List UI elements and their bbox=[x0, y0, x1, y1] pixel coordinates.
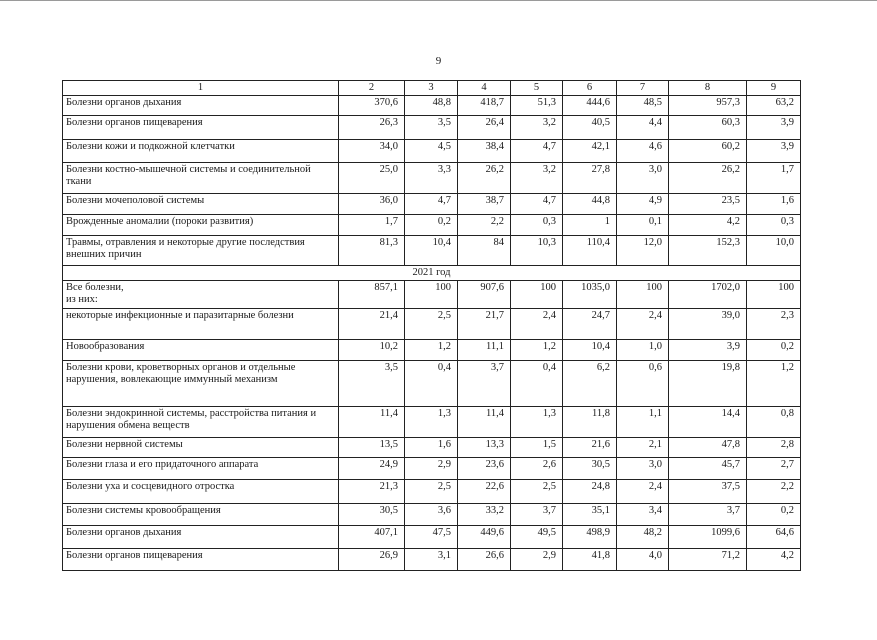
value-cell: 10,2 bbox=[339, 340, 405, 361]
value-cell: 3,9 bbox=[669, 340, 747, 361]
value-cell: 2,4 bbox=[617, 480, 669, 504]
column-number-cell: 9 bbox=[747, 81, 801, 96]
table-row bbox=[63, 407, 801, 438]
value-cell: 0,2 bbox=[405, 215, 458, 236]
value-cell: 2,3 bbox=[747, 309, 801, 340]
value-cell: 498,9 bbox=[563, 526, 617, 549]
value-cell: 24,7 bbox=[563, 309, 617, 340]
value-cell: 26,4 bbox=[458, 116, 511, 140]
column-number-cell: 2 bbox=[339, 81, 405, 96]
value-cell: 2,7 bbox=[747, 458, 801, 480]
value-cell: 449,6 bbox=[458, 526, 511, 549]
value-cell: 0,2 bbox=[747, 340, 801, 361]
value-cell: 1035,0 bbox=[563, 281, 617, 309]
value-cell: 2,5 bbox=[405, 309, 458, 340]
page-number: 9 bbox=[435, 55, 442, 67]
value-cell: 1,1 bbox=[617, 407, 669, 438]
value-cell: 110,4 bbox=[563, 236, 617, 266]
value-cell: 1,6 bbox=[405, 438, 458, 458]
value-cell: 26,3 bbox=[339, 116, 405, 140]
value-cell: 1,3 bbox=[405, 407, 458, 438]
value-cell: 3,7 bbox=[511, 504, 563, 526]
value-cell: 2,2 bbox=[458, 215, 511, 236]
value-cell: 11,4 bbox=[458, 407, 511, 438]
value-cell: 2,9 bbox=[511, 549, 563, 571]
column-number-cell: 8 bbox=[669, 81, 747, 96]
value-cell: 11,4 bbox=[339, 407, 405, 438]
value-cell: 12,0 bbox=[617, 236, 669, 266]
value-cell: 10,4 bbox=[405, 236, 458, 266]
value-cell: 2,9 bbox=[405, 458, 458, 480]
row-label: Болезни нервной системы bbox=[63, 438, 339, 458]
statistics-table bbox=[62, 80, 801, 571]
value-cell: 6,2 bbox=[563, 361, 617, 407]
value-cell: 21,6 bbox=[563, 438, 617, 458]
table-row bbox=[63, 361, 801, 407]
value-cell: 47,5 bbox=[405, 526, 458, 549]
value-cell: 13,3 bbox=[458, 438, 511, 458]
table-row bbox=[63, 116, 801, 140]
row-label: Все болезни, из них: bbox=[63, 281, 339, 309]
value-cell: 3,5 bbox=[405, 116, 458, 140]
row-label: Травмы, отравления и некоторые другие последствия внешних причин bbox=[63, 236, 339, 266]
value-cell: 1,2 bbox=[747, 361, 801, 407]
value-cell: 19,8 bbox=[669, 361, 747, 407]
value-cell: 3,7 bbox=[458, 361, 511, 407]
column-number-cell: 6 bbox=[563, 81, 617, 96]
value-cell: 10,0 bbox=[747, 236, 801, 266]
value-cell: 23,5 bbox=[669, 194, 747, 215]
value-cell: 41,8 bbox=[563, 549, 617, 571]
table-row bbox=[63, 438, 801, 458]
value-cell: 21,3 bbox=[339, 480, 405, 504]
value-cell: 63,2 bbox=[747, 96, 801, 116]
value-cell: 3,1 bbox=[405, 549, 458, 571]
value-cell: 4,7 bbox=[511, 194, 563, 215]
value-cell: 49,5 bbox=[511, 526, 563, 549]
value-cell: 14,4 bbox=[669, 407, 747, 438]
value-cell: 3,4 bbox=[617, 504, 669, 526]
value-cell: 0,3 bbox=[511, 215, 563, 236]
value-cell: 1099,6 bbox=[669, 526, 747, 549]
value-cell: 3,2 bbox=[511, 116, 563, 140]
value-cell: 1,3 bbox=[511, 407, 563, 438]
value-cell: 152,3 bbox=[669, 236, 747, 266]
row-label: Врожденные аномалии (пороки развития) bbox=[63, 215, 339, 236]
value-cell: 10,4 bbox=[563, 340, 617, 361]
value-cell: 0,4 bbox=[405, 361, 458, 407]
value-cell: 38,4 bbox=[458, 140, 511, 163]
value-cell: 1702,0 bbox=[669, 281, 747, 309]
value-cell: 1 bbox=[563, 215, 617, 236]
value-cell: 21,4 bbox=[339, 309, 405, 340]
value-cell: 444,6 bbox=[563, 96, 617, 116]
value-cell: 2,4 bbox=[511, 309, 563, 340]
column-number-cell: 3 bbox=[405, 81, 458, 96]
value-cell: 957,3 bbox=[669, 96, 747, 116]
value-cell: 1,6 bbox=[747, 194, 801, 215]
value-cell: 45,7 bbox=[669, 458, 747, 480]
value-cell: 39,0 bbox=[669, 309, 747, 340]
column-number-cell: 7 bbox=[617, 81, 669, 96]
value-cell: 47,8 bbox=[669, 438, 747, 458]
year-section-label: 2021 год bbox=[63, 266, 801, 281]
value-cell: 35,1 bbox=[563, 504, 617, 526]
table-row bbox=[63, 458, 801, 480]
value-cell: 1,2 bbox=[405, 340, 458, 361]
year-section-row bbox=[63, 266, 801, 281]
row-label: Болезни крови, кроветворных органов и отдельные нарушения, вовлекающие иммунный механизм bbox=[63, 361, 339, 407]
value-cell: 33,2 bbox=[458, 504, 511, 526]
value-cell: 857,1 bbox=[339, 281, 405, 309]
value-cell: 2,1 bbox=[617, 438, 669, 458]
value-cell: 27,8 bbox=[563, 163, 617, 194]
value-cell: 40,5 bbox=[563, 116, 617, 140]
value-cell: 0,6 bbox=[617, 361, 669, 407]
value-cell: 4,7 bbox=[405, 194, 458, 215]
row-label: Болезни костно-мышечной системы и соединительной ткани bbox=[63, 163, 339, 194]
value-cell: 2,8 bbox=[747, 438, 801, 458]
value-cell: 44,8 bbox=[563, 194, 617, 215]
value-cell: 4,6 bbox=[617, 140, 669, 163]
row-label: Болезни глаза и его придаточного аппарата bbox=[63, 458, 339, 480]
row-label: Болезни органов дыхания bbox=[63, 96, 339, 116]
value-cell: 3,6 bbox=[405, 504, 458, 526]
table-row bbox=[63, 163, 801, 194]
value-cell: 3,7 bbox=[669, 504, 747, 526]
value-cell: 36,0 bbox=[339, 194, 405, 215]
value-cell: 60,3 bbox=[669, 116, 747, 140]
value-cell: 23,6 bbox=[458, 458, 511, 480]
value-cell: 3,9 bbox=[747, 140, 801, 163]
value-cell: 1,7 bbox=[747, 163, 801, 194]
value-cell: 21,7 bbox=[458, 309, 511, 340]
value-cell: 1,0 bbox=[617, 340, 669, 361]
value-cell: 1,7 bbox=[339, 215, 405, 236]
value-cell: 2,2 bbox=[747, 480, 801, 504]
row-label: Болезни системы кровообращения bbox=[63, 504, 339, 526]
value-cell: 4,4 bbox=[617, 116, 669, 140]
value-cell: 3,0 bbox=[617, 163, 669, 194]
value-cell: 26,6 bbox=[458, 549, 511, 571]
value-cell: 1,5 bbox=[511, 438, 563, 458]
value-cell: 0,8 bbox=[747, 407, 801, 438]
value-cell: 0,3 bbox=[747, 215, 801, 236]
value-cell: 4,2 bbox=[747, 549, 801, 571]
value-cell: 10,3 bbox=[511, 236, 563, 266]
table-row bbox=[63, 194, 801, 215]
value-cell: 2,5 bbox=[511, 480, 563, 504]
value-cell: 48,5 bbox=[617, 96, 669, 116]
value-cell: 2,5 bbox=[405, 480, 458, 504]
value-cell: 3,0 bbox=[617, 458, 669, 480]
value-cell: 2,6 bbox=[511, 458, 563, 480]
value-cell: 4,2 bbox=[669, 215, 747, 236]
value-cell: 418,7 bbox=[458, 96, 511, 116]
value-cell: 51,3 bbox=[511, 96, 563, 116]
value-cell: 0,4 bbox=[511, 361, 563, 407]
value-cell: 38,7 bbox=[458, 194, 511, 215]
column-number-cell: 4 bbox=[458, 81, 511, 96]
value-cell: 26,9 bbox=[339, 549, 405, 571]
value-cell: 3,5 bbox=[339, 361, 405, 407]
value-cell: 60,2 bbox=[669, 140, 747, 163]
value-cell: 24,9 bbox=[339, 458, 405, 480]
column-number-cell: 5 bbox=[511, 81, 563, 96]
value-cell: 22,6 bbox=[458, 480, 511, 504]
value-cell: 84 bbox=[458, 236, 511, 266]
table-row bbox=[63, 549, 801, 571]
value-cell: 3,3 bbox=[405, 163, 458, 194]
value-cell: 37,5 bbox=[669, 480, 747, 504]
table-row bbox=[63, 215, 801, 236]
value-cell: 907,6 bbox=[458, 281, 511, 309]
table-row bbox=[63, 526, 801, 549]
value-cell: 71,2 bbox=[669, 549, 747, 571]
value-cell: 26,2 bbox=[669, 163, 747, 194]
value-cell: 42,1 bbox=[563, 140, 617, 163]
table-row bbox=[63, 309, 801, 340]
value-cell: 4,7 bbox=[511, 140, 563, 163]
row-label: некоторые инфекционные и паразитарные болезни bbox=[63, 309, 339, 340]
value-cell: 24,8 bbox=[563, 480, 617, 504]
row-label: Болезни кожи и подкожной клетчатки bbox=[63, 140, 339, 163]
row-label: Болезни органов пищеварения bbox=[63, 116, 339, 140]
value-cell: 34,0 bbox=[339, 140, 405, 163]
value-cell: 370,6 bbox=[339, 96, 405, 116]
table-row bbox=[63, 236, 801, 266]
value-cell: 2,4 bbox=[617, 309, 669, 340]
value-cell: 100 bbox=[617, 281, 669, 309]
row-label: Болезни уха и сосцевидного отростка bbox=[63, 480, 339, 504]
value-cell: 3,2 bbox=[511, 163, 563, 194]
column-number-cell: 1 bbox=[63, 81, 339, 96]
value-cell: 4,5 bbox=[405, 140, 458, 163]
value-cell: 64,6 bbox=[747, 526, 801, 549]
value-cell: 81,3 bbox=[339, 236, 405, 266]
value-cell: 48,8 bbox=[405, 96, 458, 116]
value-cell: 4,0 bbox=[617, 549, 669, 571]
row-label: Болезни органов дыхания bbox=[63, 526, 339, 549]
value-cell: 25,0 bbox=[339, 163, 405, 194]
value-cell: 100 bbox=[511, 281, 563, 309]
value-cell: 4,9 bbox=[617, 194, 669, 215]
table-row bbox=[63, 504, 801, 526]
row-label: Болезни мочеполовой системы bbox=[63, 194, 339, 215]
value-cell: 48,2 bbox=[617, 526, 669, 549]
value-cell: 11,8 bbox=[563, 407, 617, 438]
value-cell: 100 bbox=[747, 281, 801, 309]
value-cell: 30,5 bbox=[563, 458, 617, 480]
value-cell: 3,9 bbox=[747, 116, 801, 140]
table-row bbox=[63, 96, 801, 116]
table-row bbox=[63, 140, 801, 163]
value-cell: 0,1 bbox=[617, 215, 669, 236]
row-label: Болезни эндокринной системы, расстройства питания и нарушения обмена веществ bbox=[63, 407, 339, 438]
row-label: Болезни органов пищеварения bbox=[63, 549, 339, 571]
value-cell: 13,5 bbox=[339, 438, 405, 458]
value-cell: 30,5 bbox=[339, 504, 405, 526]
table-row bbox=[63, 281, 801, 309]
value-cell: 1,2 bbox=[511, 340, 563, 361]
value-cell: 407,1 bbox=[339, 526, 405, 549]
value-cell: 11,1 bbox=[458, 340, 511, 361]
column-number-row bbox=[63, 81, 801, 96]
row-label: Новообразования bbox=[63, 340, 339, 361]
value-cell: 100 bbox=[405, 281, 458, 309]
table-row bbox=[63, 480, 801, 504]
value-cell: 0,2 bbox=[747, 504, 801, 526]
value-cell: 26,2 bbox=[458, 163, 511, 194]
page-top-edge bbox=[0, 0, 877, 1]
table-row bbox=[63, 340, 801, 361]
